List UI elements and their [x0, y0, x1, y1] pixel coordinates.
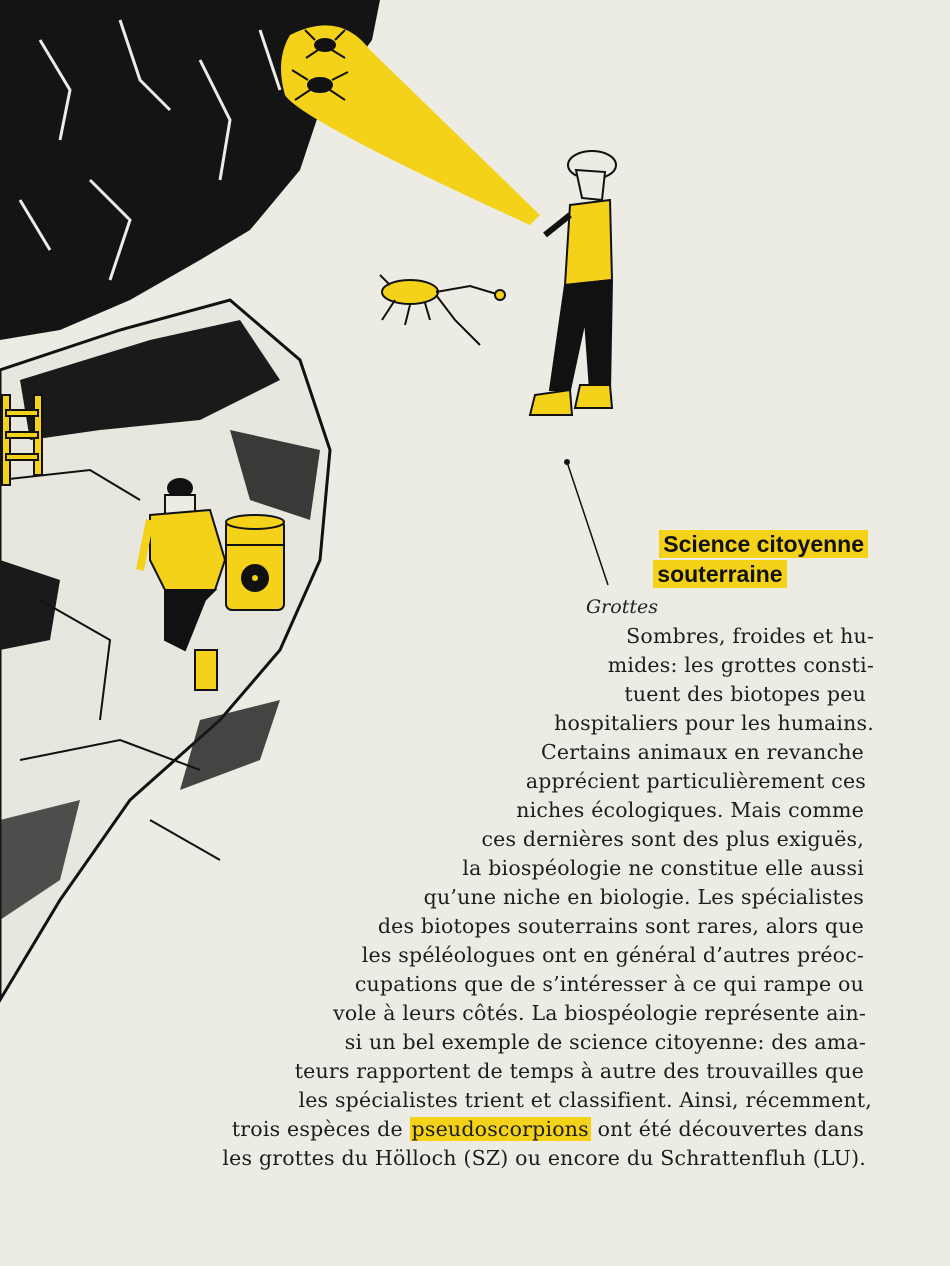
section-heading: [659, 530, 868, 590]
body-line: les spécialistes trient et classifient. Ainsi, récemment,: [298, 1088, 872, 1112]
body-line: tuent des biotopes peu: [624, 682, 866, 706]
body-line: si un bel exemple de science citoyenne: des ama-: [344, 1030, 866, 1054]
explorer-figure: [530, 151, 616, 415]
body-line: niches écologiques. Mais comme: [516, 798, 864, 822]
text-after: ont été découvertes dans: [597, 1117, 864, 1141]
pseudoscorpion-drawing: [380, 275, 505, 345]
body-line: les grottes du Hölloch (SZ) ou encore du Schrattenfluh (LU).: [222, 1146, 866, 1170]
heading-line-1: Science citoyenne: [659, 530, 868, 558]
body-line: mides: les grottes consti-: [607, 653, 874, 677]
text-before: trois espèces de: [231, 1117, 403, 1141]
body-line: qu’une niche en biologie. Les spécialistes: [423, 885, 864, 909]
body-line: les spéléologues ont en général d’autres préoc-: [361, 943, 864, 967]
body-line-highlight: [232, 1115, 864, 1143]
light-beam: [281, 25, 540, 225]
body-line: Sombres, froides et hu-: [626, 624, 874, 648]
body-line: la biospéologie ne constitue elle aussi: [462, 856, 864, 880]
heading-line-2: souterraine: [653, 560, 786, 588]
radioactive-barrel: [226, 515, 284, 610]
body-line: vole à leurs côtés. La biospéologie représente ain-: [333, 1001, 866, 1025]
callout-line: [567, 462, 608, 585]
body-line: cupations que de s’intéresser à ce qui rampe ou: [354, 972, 864, 996]
body-line: teurs rapportent de temps à autre des trouvailles que: [294, 1059, 864, 1083]
body-line: Certains animaux en revanche: [541, 740, 864, 764]
body-line: ces dernières sont des plus exiguës,: [481, 827, 864, 851]
kicker: Grottes: [586, 596, 658, 618]
body-line: hospitaliers pour les humains.: [554, 711, 874, 735]
highlighted-term: pseudoscorpions: [411, 1117, 589, 1141]
body-line: des biotopes souterrains sont rares, alors que: [377, 914, 864, 938]
body-line: apprécient particulièrement ces: [525, 769, 866, 793]
